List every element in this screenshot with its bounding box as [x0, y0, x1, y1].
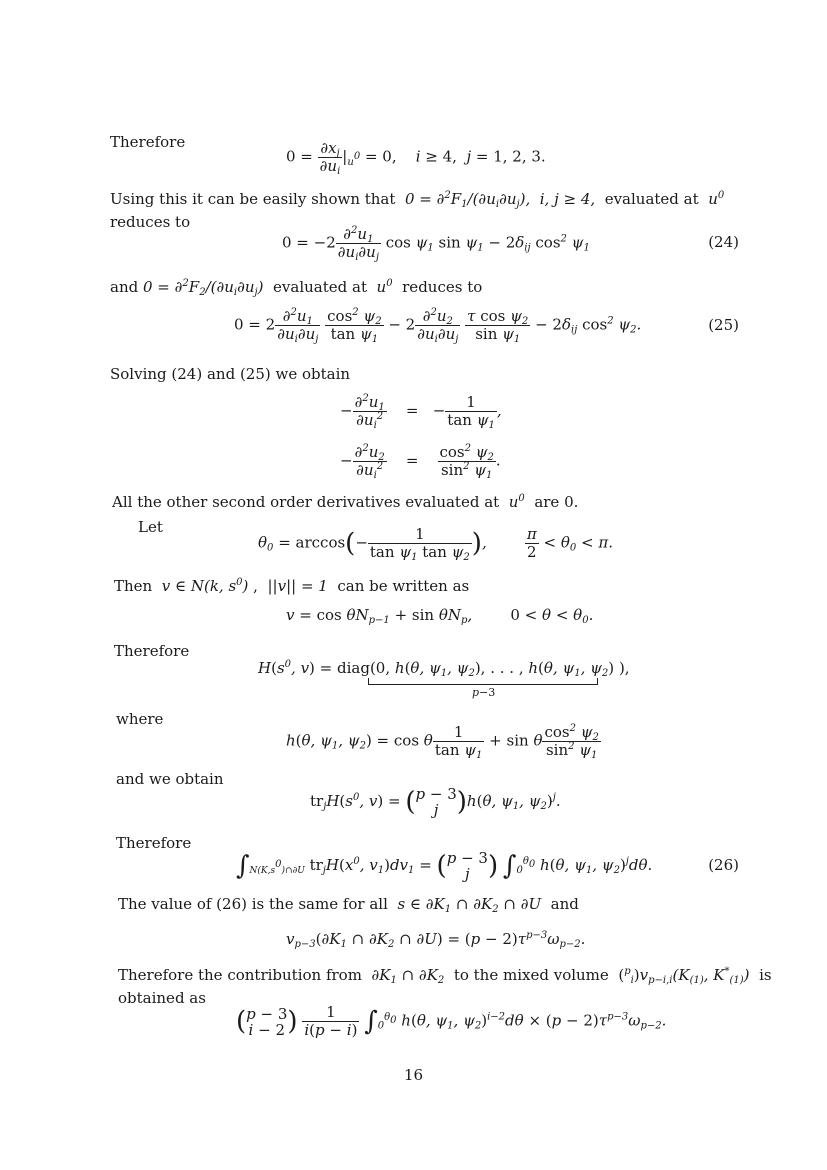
text-where: where	[116, 710, 164, 728]
text-reduces-to: reduces to	[110, 213, 191, 231]
equation-partial-zero: 0 = $\frac{\partial x_j}{\partial u_i}$ $|_{u^0} = 0$, i ≥ 4, j = 1, 2, 3.	[286, 139, 546, 177]
text-and-we-obtain: and we obtain	[116, 770, 224, 788]
equation-h-definition: h(θ, $\psi_1$, $\psi_2) = \cos \theta$ $\frac{1}{\tan \psi_1}$ + sin θ $\frac{\cos^2 \psi_2}{\sin^2 \psi_1}$	[286, 723, 599, 761]
equation-trace: $tr_jH(s^0$, v) = ( p − 3 j )h(θ, $\psi_1$, $\psi_2)^j$.	[310, 785, 561, 819]
underbrace-label: p−3	[472, 686, 496, 699]
text-obtained-as: obtained as	[118, 989, 206, 1007]
equation-24-number: (24)	[708, 233, 739, 251]
equation-25-number: (25)	[708, 316, 739, 334]
equation-volume: $v_{p-3}(\partial K_1$ ∩ $\partial K_2$ ∩ $\partial U) = (p - 2)\tau^{p-3}\omega_{p-2}$.	[286, 930, 586, 950]
equation-26: $\int_{N(K,s^0)\cap\partial U}$ $tr_jH(x^0$, $v_1)dv_1$ = ( p − 3 j ) $\int_0^{\theta_0}$ h(θ, $\psi_1$, $\psi_2)^jd\theta$.	[236, 849, 653, 883]
equation-25: 0 = 2 $\frac{\partial^2u_1}{\partial u_i\partial u_j}$ $\frac{\cos^2 \psi_2}{\tan \psi_1}$ − 2 $\frac{\partial^2u_2}{\partial u_i\partial u_j}$ $\frac{\tau \cos \psi_2}{\sin \psi_1}$ − $2\delta_{ij}$ $\cos^2 \psi_2$.	[234, 307, 642, 345]
equation-solved-u1: − $\frac{\partial^2u_1}{\partial u_i^2}$ = − $\frac{1}{\tan \psi_1}$ ,	[340, 393, 502, 431]
text-and-reduces: and $0 = \partial^2F_2/(\partial u_i\partial u_j)$ evaluated at $u^0$ reduces to	[110, 278, 483, 298]
text-let: Let	[138, 518, 163, 536]
equation-solved-u2: − $\frac{\partial^2u_2}{\partial u_i^2}$ = $\frac{\cos^2 \psi_2}{\sin^2 \psi_1}$ .	[340, 443, 501, 481]
equation-contribution: ( p − 3 i − 2 ) $\frac{1}{i(p - i)}$ $\int_0^{\theta_0}$ h(θ, $\psi_1$, $\psi_2)^{i-2}d\theta \times (p - 2)\tau^{p-3}\omega_{p-2}$.	[236, 1003, 667, 1039]
equation-v-decomposition: $v = \cos \theta N_{p-1} + \sin \theta N_p$, $0 < \theta < \theta_0$.	[286, 606, 594, 626]
text-all-other: All the other second order derivatives evaluated at $u^0$ are 0.	[112, 493, 579, 511]
equation-H-diag: $H(s^0$, v) = diag(0, h(θ, $\psi_1$, $\psi_2$), . . . , h(θ, $\psi_1$, $\psi_2$) ),	[258, 659, 630, 679]
text-therefore-1: Therefore	[110, 133, 186, 151]
equation-24: 0 = −2 $\frac{\partial^2u_1}{\partial u_i\partial u_j}$ $\cos \psi_1$ $\sin \psi_1 - 2\delta_{ij}$ $\cos^2 \psi_1$	[282, 225, 590, 263]
text-then: Then v ∈ N(k, $s^0$) , ||v|| = 1 can be written as	[114, 577, 470, 595]
text-therefore-3: Therefore	[116, 834, 192, 852]
equation-26-number: (26)	[708, 856, 739, 874]
text-contribution: Therefore the contribution from $\partial K_1$ ∩ $\partial K_2$ to the mixed volume $(^p_i)v_{p-i,i}(K_{(1)}$, $K^*_{(1)}$) is	[118, 966, 772, 986]
text-using-this: Using this it can be easily shown that $0 = \partial^2F_1/(\partial u_i\partial u_j)$, i, j ≥ 4, evaluated at $u^0$	[110, 190, 725, 210]
text-solving: Solving (24) and (25) we obtain	[110, 365, 351, 383]
text-value-of: The value of (26) is the same for all s ∈ $\partial K_1$ ∩ $\partial K_2$ ∩ ∂U and	[118, 895, 579, 915]
text-therefore-2: Therefore	[114, 642, 190, 660]
equation-theta0: $\theta_0 = \arccos(-$ $\frac{1}{\tan \psi_1 \tan \psi_2}$ ), $\frac{\pi}{2}$ < $\theta_0 < \pi$.	[258, 525, 614, 563]
page-number: 16	[403, 1066, 424, 1084]
